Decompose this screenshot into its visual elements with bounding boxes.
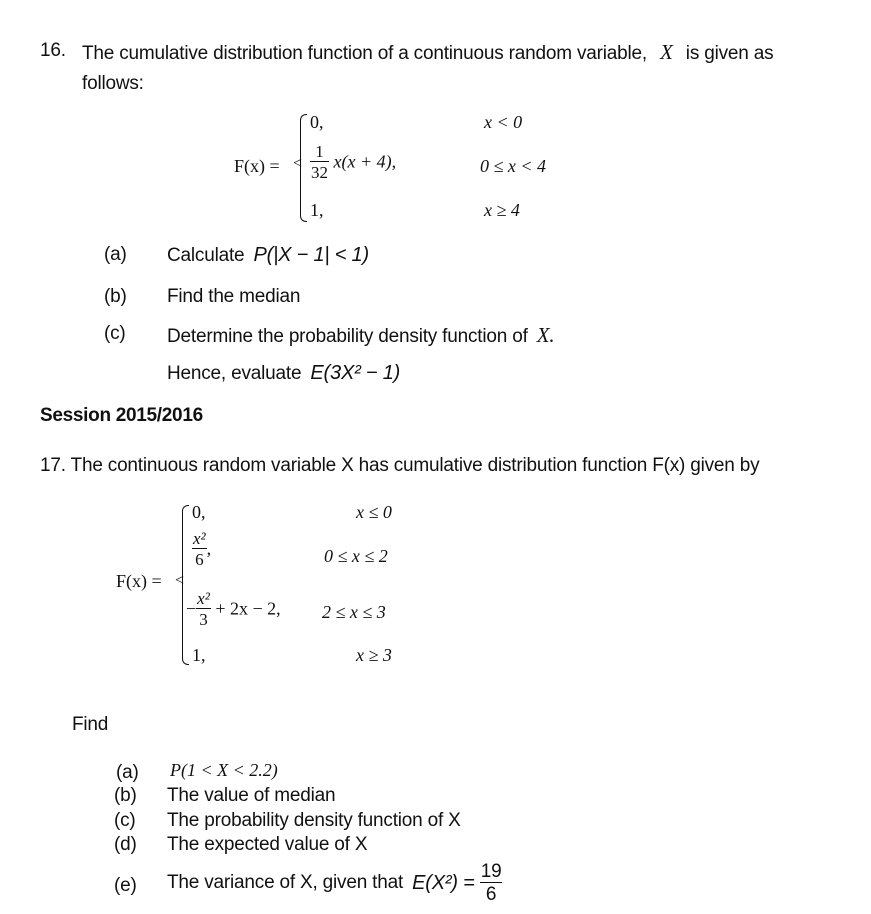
q17-case4-expr: 1, (192, 645, 206, 665)
q16-case1-expr: 0, (310, 112, 324, 132)
session-heading: Session 2015/2016 (40, 405, 203, 426)
q16-part-c-hence: Hence, evaluate E(3X² − 1) (167, 362, 401, 384)
q16-case3-cond: x ≥ 4 (484, 200, 520, 220)
q16-part-a-label: (a) (104, 244, 127, 265)
q16-part-c-label: (c) (104, 323, 126, 344)
q16-part-b-label: (b) (104, 286, 127, 307)
q17-part-c: The probability density function of X (167, 810, 461, 831)
q16-intro-tail: is given as (685, 43, 774, 64)
q17-case4-cond: x ≥ 3 (356, 645, 392, 665)
q17-part-b-label: (b) (114, 785, 137, 806)
q17-part-e-label: (e) (114, 875, 137, 896)
q16-part-a: Calculate P(|X − 1| < 1) (167, 244, 369, 266)
q17-case2-expr: $\frac{\text{x²}}{6}$ , (193, 529, 212, 569)
q17-case1-expr: 0, (192, 502, 206, 522)
q16-case3-expr: 1, (310, 200, 324, 220)
q17-cdf-lhs: F(x) = (116, 571, 162, 591)
q16-intro-text: The cumulative distribution function of a continuous random variable, (82, 43, 647, 64)
q17-part-d-label: (d) (114, 834, 137, 855)
q16-case2-expr: $\frac{1}{32}$ x(x + 4), (311, 142, 397, 182)
q17-part-a-label: (a) (116, 762, 139, 783)
q17-find: Find (72, 714, 109, 735)
q16-intro (82, 40, 773, 65)
q16-case1-cond: x < 0 (484, 112, 523, 132)
q16-cdf-lhs: F(x) = (234, 156, 280, 176)
q17-case2-cond: 0 ≤ x ≤ 2 (324, 546, 388, 566)
q16-part-b: Find the median (167, 286, 301, 307)
q17-part-a: P(1 < X < 2.2) (170, 760, 278, 780)
q16-number: 16. (40, 40, 66, 61)
q17-intro: 17. The continuous random variable X has cumulative distribution function F(x) given by (40, 455, 760, 476)
q16-case2-cond: 0 ≤ x < 4 (480, 156, 547, 176)
q17-part-d: The expected value of X (167, 834, 368, 855)
q17-part-c-label: (c) (114, 810, 136, 831)
q17-part-e: The variance of X, given that E(X²) = $\frac{19}{6}$ (167, 861, 502, 905)
q17-case3-expr: − $\frac{\text{x²}}{3}$ + 2x − 2, (186, 589, 281, 629)
q17-case1-cond: x ≤ 0 (356, 502, 392, 522)
q17-part-b: The value of median (167, 785, 336, 806)
q16-part-c: Determine the probability density function of X. (167, 323, 555, 347)
q16-variable: X (660, 40, 673, 64)
q17-case3-cond: 2 ≤ x ≤ 3 (322, 602, 386, 622)
q16-intro-line2: follows: (82, 73, 144, 94)
